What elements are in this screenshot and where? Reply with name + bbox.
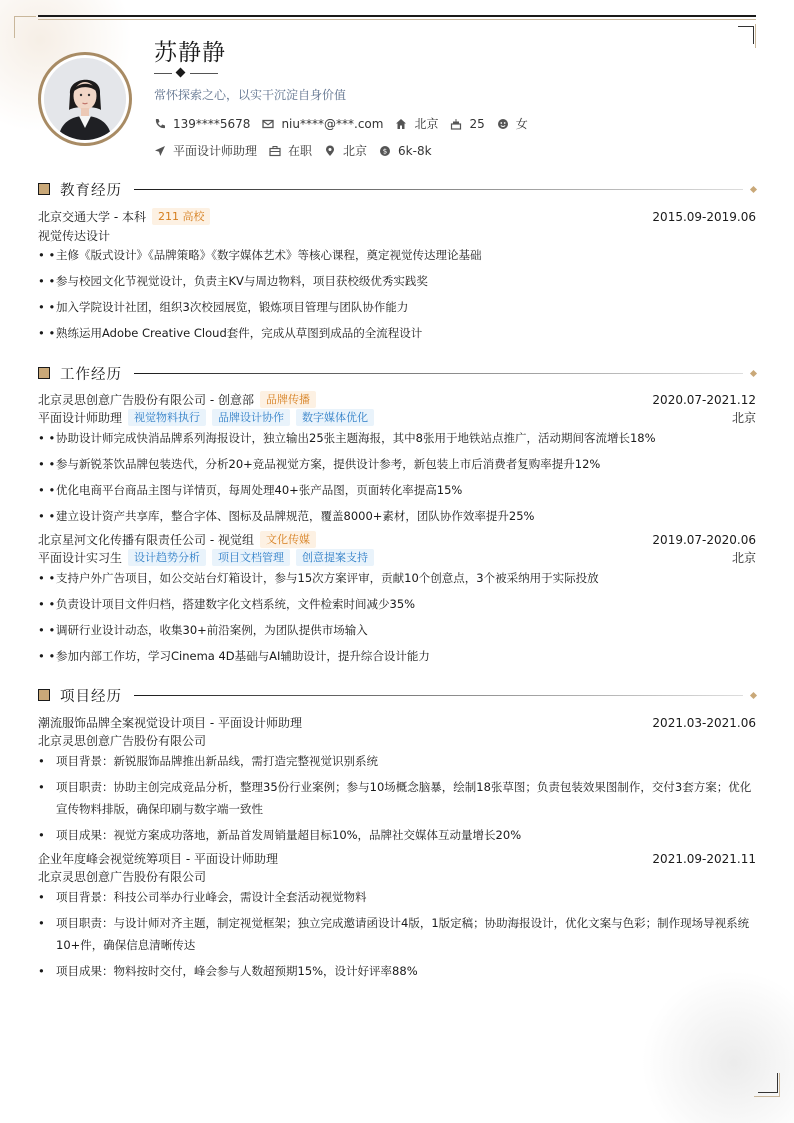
section-divider: [134, 373, 743, 374]
list-item: • 项目背景：新锐服饰品牌推出新品线，需打造完整视觉识别系统: [38, 754, 378, 768]
gender-item: 女: [497, 115, 528, 132]
age-item: 25: [450, 117, 484, 131]
phone-item: 139****5678: [154, 117, 250, 131]
project-header: [38, 714, 756, 731]
section-marker: [38, 183, 50, 195]
corner-ornament: [758, 1073, 778, 1093]
role-tag: 视觉物料执行: [128, 409, 206, 426]
list-item: • 项目职责：与设计师对齐主题，制定视觉框架；独立完成邀请函设计4版，1版定稿；协助海报设计，优化文案与色彩；制作现场导视系统10+件，确保信息清晰传达: [38, 916, 750, 952]
section-marker: [38, 689, 50, 701]
list-item: • • 参与新锐茶饮品牌包装迭代，分析20+竞品视觉方案，提供设计参考，新包装上市后消费者复购率提升12%: [38, 457, 601, 471]
project-date: 2021.09-2021.11: [652, 851, 756, 866]
section-diamond: [750, 185, 757, 192]
job-role: 平面设计师助理: [38, 411, 123, 425]
candidate-name: 苏静静: [154, 40, 226, 66]
section-marker: [38, 367, 50, 379]
project-name: 企业年度峰会视觉统筹项目 - 平面设计师助理: [38, 852, 278, 866]
education-major-row: [38, 227, 756, 244]
corner-ornament: [738, 26, 754, 44]
list-item: • 项目成果：视觉方案成功落地，新品首发周销量超目标10%，品牌社交媒体互动量增长20%: [38, 828, 522, 842]
top-rule-accent: [38, 19, 756, 20]
salary-icon: [379, 145, 391, 157]
school-name: 北京交通大学 - 本科: [38, 210, 146, 224]
role-tag: 品牌设计协作: [212, 409, 290, 426]
list-item: • • 加入学院设计社团，组织3次校园展览，锻炼项目管理与团队协作能力: [38, 300, 409, 314]
salary-item: $ 6k-8k: [379, 144, 432, 158]
svg-text:$: $: [382, 147, 388, 156]
section-title: 教育经历: [60, 182, 122, 199]
list-item: • • 主修《版式设计》《品牌策略》《数字媒体艺术》等核心课程，奠定视觉传达理论基础: [38, 248, 482, 262]
motto: 常怀探索之心，以实干沉淀自身价值: [154, 88, 347, 102]
list-item: • 项目背景：科技公司举办行业峰会，需设计全套活动视觉物料: [38, 890, 367, 904]
project-name: 潮流服饰品牌全案视觉设计项目 - 平面设计师助理: [38, 716, 302, 730]
project-org: 北京灵思创意广告股份有限公司: [38, 870, 207, 884]
avatar: [38, 52, 132, 146]
education-header: [38, 208, 756, 225]
job-role-row: [38, 549, 756, 566]
location-pin-icon: [324, 145, 336, 157]
corner-glow: [634, 963, 794, 1123]
project-org: 北京灵思创意广告股份有限公司: [38, 734, 207, 748]
job-status-item: 在职: [269, 142, 312, 159]
list-item: • • 熟练运用Adobe Creative Cloud套件，完成从草图到成品的全流程设计: [38, 326, 423, 340]
hometown-item: 北京: [395, 115, 438, 132]
education-date: 2015.09-2019.06: [652, 209, 756, 224]
role-tag: 创意提案支持: [296, 549, 374, 566]
job-city: 北京: [731, 411, 756, 425]
job-header: [38, 391, 756, 408]
role-tag: 项目文档管理: [212, 549, 290, 566]
job-header: [38, 531, 756, 548]
list-item: • • 参与校园文化节视觉设计，负责主KV与周边物料，项目获校级优秀实践奖: [38, 274, 428, 288]
top-rule: [38, 15, 756, 17]
project-org-row: [38, 732, 756, 749]
avatar-photo: [44, 58, 126, 140]
phone-icon: [154, 118, 166, 130]
project-org-row: [38, 868, 756, 885]
mail-icon: [262, 118, 274, 130]
job-role: 平面设计实习生: [38, 551, 123, 565]
section-title: 工作经历: [60, 366, 122, 383]
corner-ornament: [14, 16, 36, 38]
cake-icon: [450, 118, 462, 130]
section-work: [38, 364, 756, 382]
name-ornament: [154, 69, 220, 79]
list-item: • • 支持户外广告项目，如公交站台灯箱设计，参与15次方案评审，贡献10个创意点，3个被采纳用于实际投放: [38, 571, 599, 585]
send-icon: [154, 145, 166, 157]
home-icon: [395, 118, 407, 130]
contact-info-row: [154, 115, 540, 132]
section-diamond: [750, 369, 757, 376]
section-education: [38, 180, 756, 198]
list-item: • • 协助设计师完成快消品牌系列海报设计，独立输出25张主题海报，其中8张用于地铁站点推广，活动期间客流增长18%: [38, 431, 656, 445]
section-diamond: [750, 691, 757, 698]
gender-icon: [497, 118, 509, 130]
company-tag: 品牌传播: [260, 391, 316, 408]
list-item: • • 负责设计项目文件归档，搭建数字化文档系统，文件检索时间减少35%: [38, 597, 416, 611]
target-position-item: 平面设计师助理: [154, 142, 257, 159]
major: 视觉传达设计: [38, 229, 111, 243]
project-header: [38, 850, 756, 867]
briefcase-icon: [269, 145, 281, 157]
list-item: • 项目职责：协助主创完成竞品分析，整理35份行业案例；参与10场概念脑暴，绘制18张草图；负责包装效果图制作，交付3套方案；优化宣传物料排版，确保印刷与数字端一致性: [38, 780, 752, 816]
section-projects: [38, 686, 756, 704]
job-date: 2019.07-2020.06: [652, 532, 756, 547]
job-city: 北京: [731, 551, 756, 565]
list-item: • • 优化电商平台商品主图与详情页，每周处理40+张产品图，页面转化率提高15%: [38, 483, 463, 497]
company-tag: 文化传媒: [260, 531, 316, 548]
section-title: 项目经历: [60, 688, 122, 705]
company-name: 北京灵思创意广告股份有限公司 - 创意部: [38, 393, 254, 407]
list-item: • • 参加内部工作坊，学习Cinema 4D基础与AI辅助设计，提升综合设计能力: [38, 649, 430, 663]
role-tag: 设计趋势分析: [128, 549, 206, 566]
job-role-row: [38, 409, 756, 426]
target-city-item: 北京: [324, 142, 367, 159]
section-divider: [134, 695, 743, 696]
role-tag: 数字媒体优化: [296, 409, 374, 426]
list-item: • • 调研行业设计动态，收集30+前沿案例，为团队提供市场输入: [38, 623, 368, 637]
list-item: • • 建立设计资产共享库，整合字体、图标及品牌规范，覆盖8000+素材，团队协作效率提升25%: [38, 509, 535, 523]
section-divider: [134, 189, 743, 190]
list-item: • 项目成果：物料按时交付，峰会参与人数超预期15%，设计好评率88%: [38, 964, 418, 978]
project-date: 2021.03-2021.06: [652, 715, 756, 730]
school-tag: 211 高校: [152, 208, 211, 225]
company-name: 北京星河文化传播有限责任公司 - 视觉组: [38, 533, 254, 547]
job-intent-row: [154, 142, 444, 159]
job-date: 2020.07-2021.12: [652, 392, 756, 407]
email-item: niu****@***.com: [262, 117, 383, 131]
